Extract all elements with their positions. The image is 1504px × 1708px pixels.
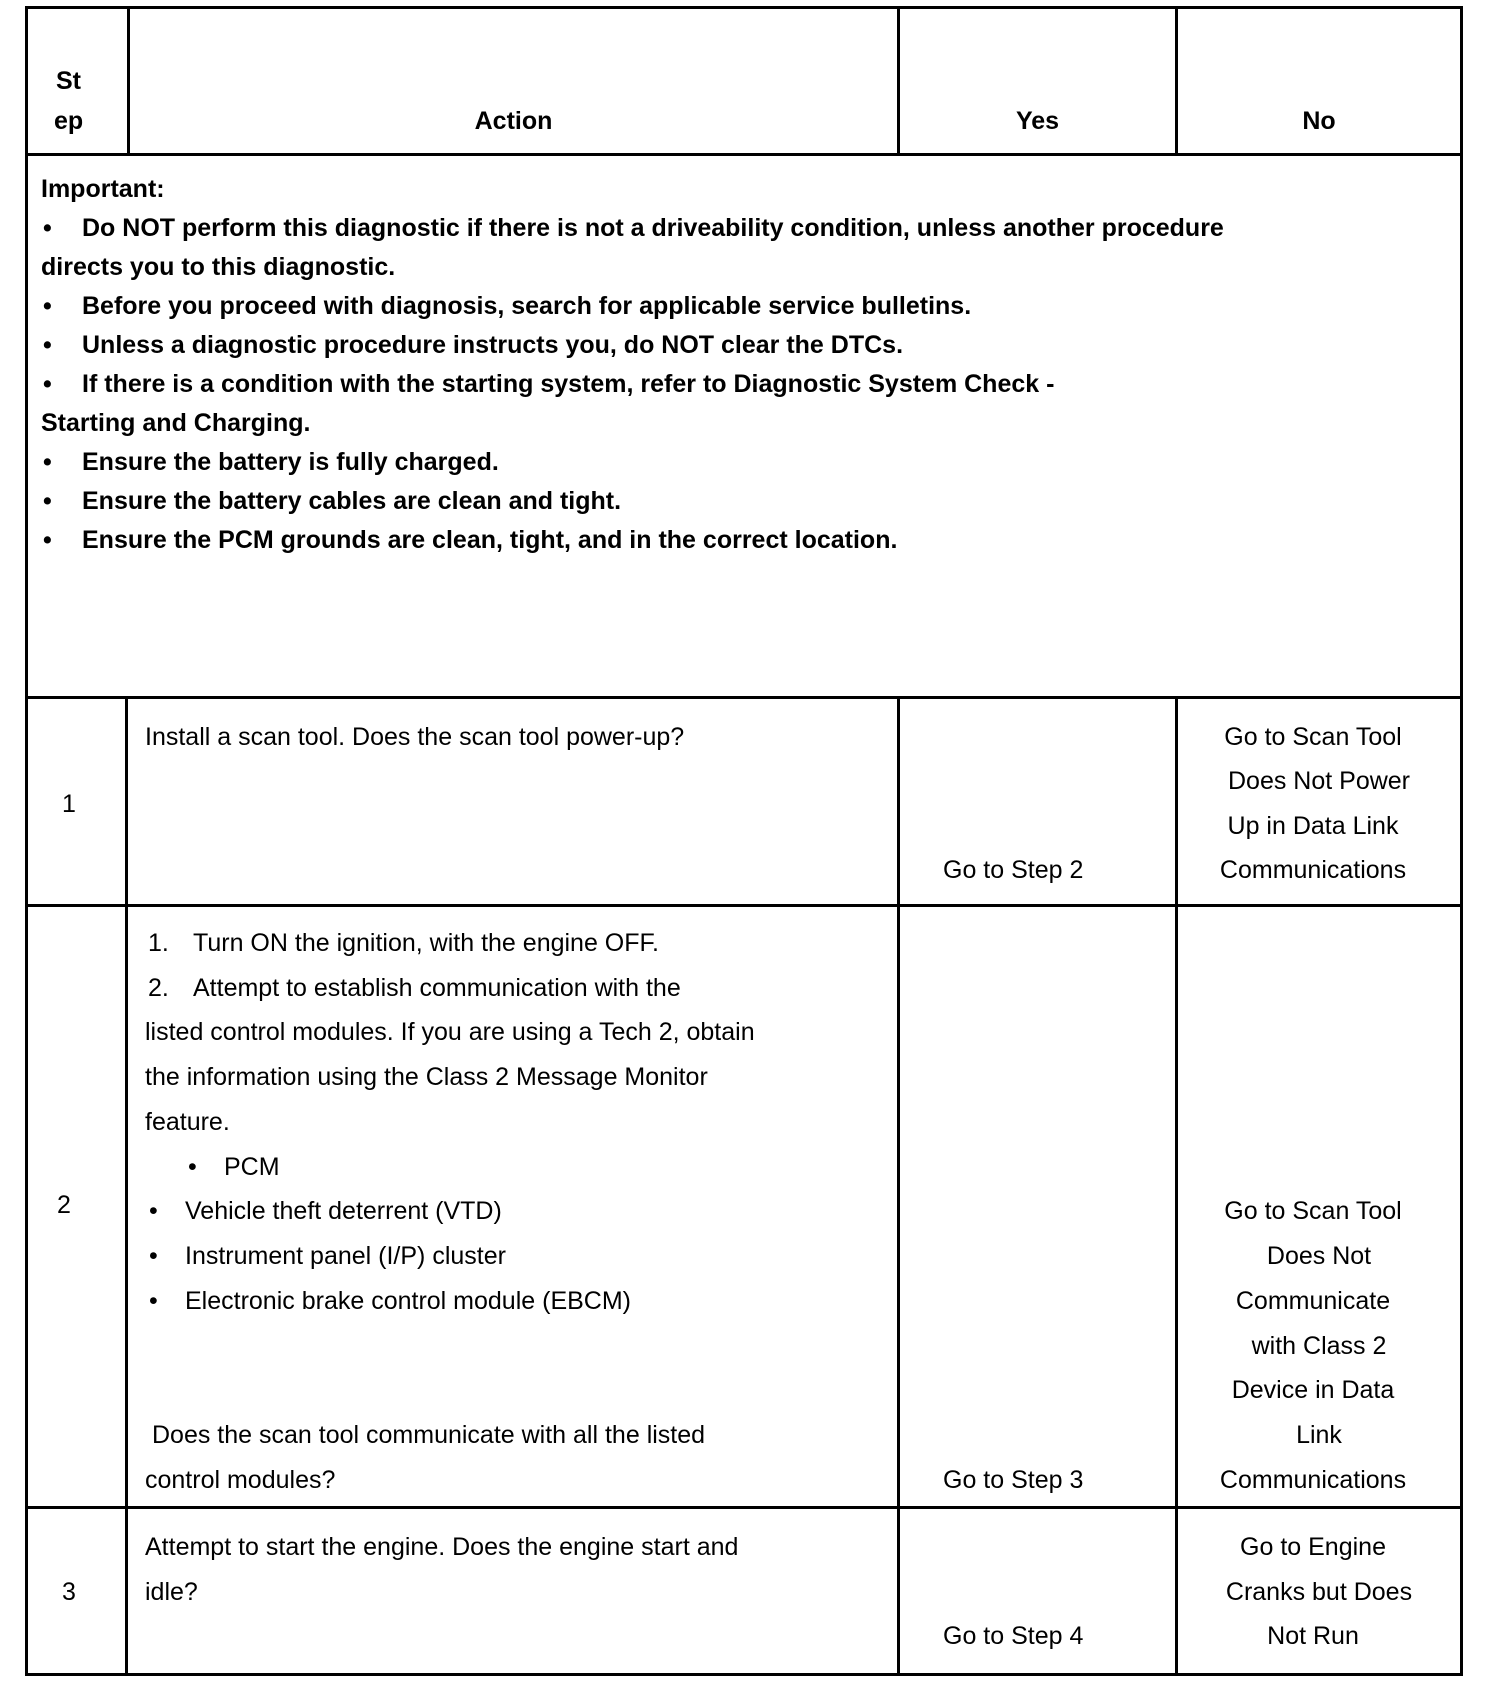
no-link-line[interactable]: Communicate — [1235, 1287, 1391, 1315]
col-divider-step-body — [125, 696, 128, 1676]
module-item: Electronic brake control module (EBCM) — [185, 1287, 631, 1315]
step-number: 1 — [62, 790, 76, 818]
numbered-step-text: Attempt to establish communication with the — [193, 974, 681, 1002]
numbered-index: 1. — [148, 929, 169, 957]
no-link-line[interactable]: Does Not Power — [1227, 767, 1411, 795]
important-item-3: Unless a diagnostic procedure instructs you, do NOT clear the DTCs. — [82, 331, 904, 359]
important-item-4: If there is a condition with the starting system, refer to Diagnostic System Check - — [82, 370, 1055, 398]
bullet-icon: • — [188, 1153, 197, 1181]
important-item-5: Ensure the battery is fully charged. — [82, 448, 499, 476]
action-text: Install a scan tool. Does the scan tool power-up? — [145, 723, 685, 751]
important-item-7: Ensure the PCM grounds are clean, tight, and in the correct location. — [82, 526, 898, 554]
no-link-line[interactable]: Does Not — [1266, 1242, 1372, 1270]
important-item-1: Do NOT perform this diagnostic if there is not a driveability condition, unless another procedure — [82, 214, 1224, 242]
question-text: control modules? — [145, 1466, 336, 1494]
no-link-line[interactable]: with Class 2 — [1251, 1332, 1387, 1360]
action-text: idle? — [145, 1578, 198, 1606]
bullet-icon: • — [149, 1242, 158, 1270]
important-label: Important: — [41, 175, 165, 203]
bullet-icon: • — [43, 526, 52, 554]
action-text: the information using the Class 2 Message Monitor — [145, 1063, 708, 1091]
row2-divider — [25, 1506, 1463, 1509]
bullet-icon: • — [43, 370, 52, 398]
bullet-icon: • — [43, 214, 52, 242]
no-link-line[interactable]: Communications — [1219, 856, 1407, 884]
action-text: listed control modules. If you are using a Tech 2, obtain — [145, 1018, 755, 1046]
no-link-line[interactable]: Link — [1296, 1421, 1342, 1449]
no-link-line[interactable]: Go to Engine — [1240, 1533, 1386, 1561]
bullet-icon: • — [43, 331, 52, 359]
no-link-line[interactable]: Go to Scan Tool — [1224, 723, 1402, 751]
important-divider — [25, 696, 1463, 699]
yes-link[interactable]: Go to Step 4 — [943, 1622, 1084, 1650]
bullet-icon: • — [43, 448, 52, 476]
header-step-line2: ep — [54, 107, 84, 135]
yes-link[interactable]: Go to Step 2 — [943, 856, 1084, 884]
module-item: Vehicle theft deterrent (VTD) — [185, 1197, 502, 1225]
header-divider — [25, 153, 1463, 156]
no-link-line[interactable]: Cranks but Does — [1225, 1578, 1413, 1606]
numbered-index: 2. — [148, 974, 169, 1002]
important-item-4-cont: Starting and Charging. — [41, 409, 311, 437]
no-link-line[interactable]: Up in Data Link — [1227, 812, 1399, 840]
row1-divider — [25, 904, 1463, 907]
header-action: Action — [474, 107, 553, 135]
header-step-line1: St — [56, 67, 81, 95]
numbered-step-text: Turn ON the ignition, with the engine OFF. — [193, 929, 659, 957]
module-item: PCM — [224, 1153, 280, 1181]
header-yes: Yes — [1015, 107, 1060, 135]
important-item-6: Ensure the battery cables are clean and tight. — [82, 487, 622, 515]
no-link-line[interactable]: Communications — [1219, 1466, 1407, 1494]
no-link-line[interactable]: Device in Data — [1231, 1376, 1395, 1404]
bullet-icon: • — [149, 1197, 158, 1225]
important-item-1-cont: directs you to this diagnostic. — [41, 253, 396, 281]
bullet-icon: • — [43, 487, 52, 515]
col-divider-action-body — [897, 696, 900, 1676]
yes-link[interactable]: Go to Step 3 — [943, 1466, 1084, 1494]
header-no: No — [1302, 107, 1336, 135]
bullet-icon: • — [43, 292, 52, 320]
step-number: 2 — [57, 1191, 71, 1219]
bullet-icon: • — [149, 1287, 158, 1315]
question-text: Does the scan tool communicate with all the listed — [152, 1421, 706, 1449]
no-link-line[interactable]: Go to Scan Tool — [1224, 1197, 1402, 1225]
step-number: 3 — [62, 1578, 76, 1606]
module-item: Instrument panel (I/P) cluster — [185, 1242, 506, 1270]
action-text: feature. — [145, 1108, 230, 1136]
important-item-2: Before you proceed with diagnosis, search for applicable service bulletins. — [82, 292, 972, 320]
action-text: Attempt to start the engine. Does the engine start and — [145, 1533, 739, 1561]
no-link-line[interactable]: Not Run — [1267, 1622, 1359, 1650]
